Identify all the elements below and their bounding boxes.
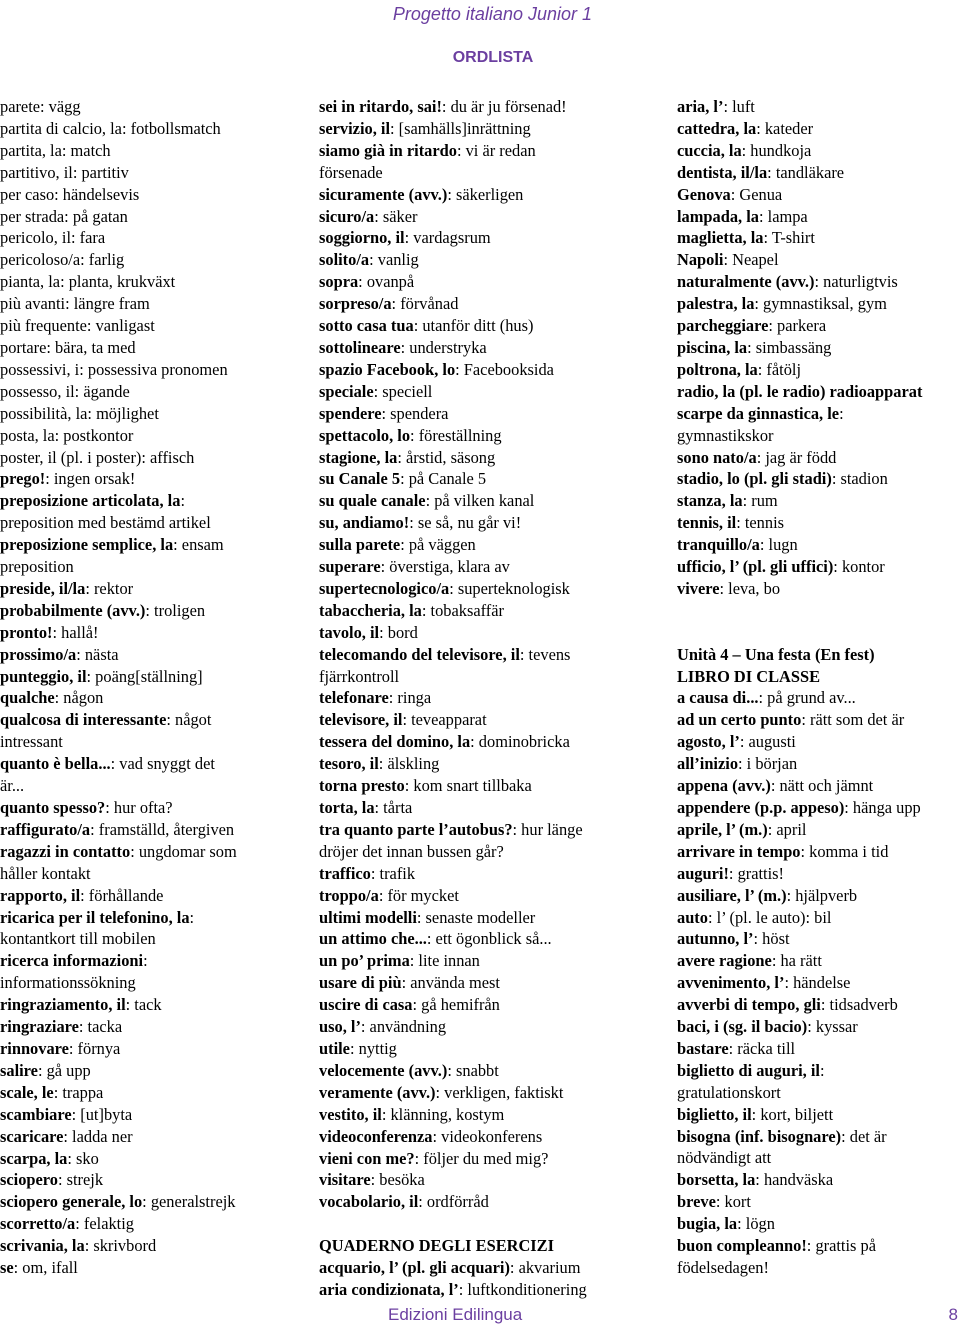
glossary-entry: bastare: räcka till bbox=[677, 1038, 796, 1058]
glossary-entry: avvenimento, l’: händelse bbox=[677, 973, 851, 993]
glossary-entry: quanto spesso?: hur ofta? bbox=[0, 798, 173, 817]
glossary-column-1 bbox=[0, 96, 290, 1279]
glossary-entry: bisogna (inf. bisognare): det är bbox=[677, 1126, 887, 1146]
glossary-entry: torna presto: kom snart tillbaka bbox=[319, 776, 532, 796]
glossary-entry: baci, i (sg. il bacio): kyssar bbox=[677, 1017, 858, 1037]
glossary-entry: speciale: speciell bbox=[319, 381, 433, 401]
glossary-entry: spendere: spendera bbox=[319, 403, 449, 423]
column-gap bbox=[677, 622, 960, 644]
glossary-entry: probabilmente (avv.): troligen bbox=[0, 600, 206, 620]
glossary-entry: tessera del domino, la: dominobricka bbox=[319, 732, 570, 752]
glossary-entry: sotto casa tua: utanför ditt (hus) bbox=[319, 316, 534, 336]
glossary-entry: borsetta, la: handväska bbox=[677, 1170, 834, 1190]
glossary-entry: visitare: besöka bbox=[319, 1170, 425, 1190]
glossary-entry: su quale canale: på vilken kanal bbox=[319, 491, 535, 511]
glossary-entry: ragazzi in contatto: ungdomar som bbox=[0, 841, 237, 861]
glossary-entry: preside, il/la: rektor bbox=[0, 578, 134, 598]
glossary-entry: se: om, ifall bbox=[0, 1258, 78, 1278]
glossary-entry: partitivo, il: partitiv bbox=[0, 162, 129, 182]
glossary-entry: a causa di...: på grund av... bbox=[677, 688, 856, 708]
glossary-entry: acquario, l’ (pl. gli acquari): akvarium bbox=[319, 1258, 581, 1278]
glossary-entry: buon compleanno!: grattis på bbox=[677, 1236, 876, 1256]
glossary-entry: preposizione articolata, la: bbox=[0, 491, 185, 511]
glossary-entry: sopra: ovanpå bbox=[319, 272, 415, 292]
glossary-entry: qualcosa di interessante: något bbox=[0, 710, 212, 730]
glossary-entry: radio, la (pl. le radio) radioapparat bbox=[677, 381, 923, 401]
glossary-entry: pianta, la: planta, krukväxt bbox=[0, 272, 176, 292]
glossary-entry: traffico: trafik bbox=[319, 863, 416, 883]
glossary-entry: cattedra, la: kateder bbox=[677, 118, 814, 138]
glossary-entry: vieni con me?: följer du med mig? bbox=[319, 1148, 549, 1168]
glossary-entry: ricarica per il telefonino, la: bbox=[0, 907, 195, 927]
glossary-entry: per caso: händelsevis bbox=[0, 184, 140, 204]
glossary-entry: vivere: leva, bo bbox=[677, 578, 781, 598]
glossary-entry: stagione, la: årstid, säsong bbox=[319, 447, 496, 467]
glossary-entry: pericolo, il: fara bbox=[0, 228, 106, 248]
glossary-entry: possessivi, i: possessiva pronomen bbox=[0, 359, 228, 379]
glossary-entry: Napoli: Neapel bbox=[677, 250, 779, 270]
glossary-entry: informationssökning bbox=[0, 973, 136, 993]
glossary-entry: gratulationskort bbox=[677, 1082, 781, 1102]
glossary-entry: autunno, l’: höst bbox=[677, 929, 790, 949]
glossary-entry: lampada, la: lampa bbox=[677, 206, 808, 226]
glossary-entry: stadio, lo (pl. gli stadi): stadion bbox=[677, 469, 888, 489]
glossary-entry: siamo già in ritardo: vi är redan bbox=[319, 140, 536, 160]
glossary-entry: pronto!: hallå! bbox=[0, 622, 99, 642]
glossary-entry: vocabolario, il: ordförråd bbox=[319, 1192, 489, 1212]
glossary-entry: håller kontakt bbox=[0, 863, 91, 883]
glossary-entry: försenade bbox=[319, 162, 383, 182]
glossary-entry: breve: kort bbox=[677, 1192, 751, 1212]
glossary-entry: arrivare in tempo: komma i tid bbox=[677, 841, 889, 861]
glossary-entry: ricerca informazioni: bbox=[0, 951, 148, 971]
section-title: ORDLISTA bbox=[452, 49, 534, 66]
glossary-entry: ad un certo punto: rätt som det är bbox=[677, 710, 905, 730]
glossary-entry: qualche: någon bbox=[0, 688, 104, 708]
glossary-entry: gymnastikskor bbox=[677, 425, 774, 445]
glossary-entry: punteggio, il: poäng[ställning] bbox=[0, 666, 203, 686]
glossary-column-2 bbox=[319, 96, 649, 1301]
glossary-entry: ringraziamento, il: tack bbox=[0, 995, 162, 1015]
glossary-entry: aprile, l’ (m.): april bbox=[677, 819, 807, 839]
section-heading: QUADERNO DEGLI ESERCIZI bbox=[319, 1236, 554, 1256]
glossary-entry: dentista, il/la: tandläkare bbox=[677, 162, 845, 182]
glossary-entry: un attimo che...: ett ögonblick så... bbox=[319, 929, 552, 949]
glossary-entry: prossimo/a: nästa bbox=[0, 644, 119, 664]
glossary-entry: superare: överstiga, klara av bbox=[319, 557, 510, 577]
glossary-entry: tabaccheria, la: tobaksaffär bbox=[319, 600, 504, 620]
glossary-entry: uscire di casa: gå hemifrån bbox=[319, 995, 500, 1015]
glossary-entry: scaricare: ladda ner bbox=[0, 1126, 133, 1146]
glossary-entry: biglietto di auguri, il: bbox=[677, 1060, 825, 1080]
glossary-entry: tranquillo/a: lugn bbox=[677, 535, 798, 555]
glossary-entry: sottolineare: understryka bbox=[319, 337, 487, 357]
book-title: Progetto italiano Junior 1 bbox=[392, 4, 592, 24]
glossary-entry: per strada: på gatan bbox=[0, 206, 128, 226]
glossary-entry: rapporto, il: förhållande bbox=[0, 885, 164, 905]
glossary-entry: su, andiamo!: se så, nu går vi! bbox=[319, 513, 522, 533]
glossary-entry: partita di calcio, la: fotbollsmatch bbox=[0, 118, 221, 138]
glossary-entry: preposizione semplice, la: ensam bbox=[0, 535, 224, 555]
glossary-entry: sei in ritardo, sai!: du är ju försenad! bbox=[319, 97, 567, 116]
glossary-entry: televisore, il: teveapparat bbox=[319, 710, 487, 730]
glossary-entry: scambiare: [ut]byta bbox=[0, 1104, 133, 1124]
glossary-entry: scorretto/a: felaktig bbox=[0, 1214, 134, 1234]
glossary-entry: poster, il (pl. i poster): affisch bbox=[0, 447, 195, 467]
glossary-entry: auto: l’ (pl. le auto): bil bbox=[677, 907, 832, 927]
glossary-entry: portare: bära, ta med bbox=[0, 337, 136, 357]
glossary-entry: ringraziare: tacka bbox=[0, 1017, 123, 1037]
glossary-entry: sulla parete: på väggen bbox=[319, 535, 476, 555]
glossary-entry: preposition med bestämd artikel bbox=[0, 513, 211, 533]
glossary-entry: tennis, il: tennis bbox=[677, 513, 785, 533]
glossary-entry: spettacolo, lo: föreställning bbox=[319, 425, 502, 445]
glossary-entry: tesoro, il: älskling bbox=[319, 754, 440, 774]
glossary-entry: partita, la: match bbox=[0, 140, 111, 160]
glossary-entry: är... bbox=[0, 776, 25, 796]
glossary-entry: raffigurato/a: framställd, återgiven bbox=[0, 819, 235, 839]
glossary-entry: sono nato/a: jag är född bbox=[677, 447, 837, 467]
glossary-entry: naturalmente (avv.): naturligtvis bbox=[677, 272, 898, 292]
column-gap bbox=[319, 1213, 649, 1235]
glossary-entry: ausiliare, l’ (m.): hjälpverb bbox=[677, 885, 858, 905]
glossary-entry: telefonare: ringa bbox=[319, 688, 432, 708]
glossary-entry: velocemente (avv.): snabbt bbox=[319, 1060, 499, 1080]
glossary-entry: agosto, l’: augusti bbox=[677, 732, 796, 752]
glossary-entry: tavolo, il: bord bbox=[319, 622, 418, 642]
glossary-entry: usare di più: använda mest bbox=[319, 973, 500, 993]
glossary-entry: piscina, la: simbassäng bbox=[677, 337, 832, 357]
glossary-entry: possesso, il: ägande bbox=[0, 381, 130, 401]
section-heading: Unità 4 – Una festa (En fest) bbox=[677, 644, 875, 664]
glossary-entry: stanza, la: rum bbox=[677, 491, 778, 511]
publisher-footer: Edizioni Edilingua bbox=[388, 1305, 523, 1324]
glossary-entry: födelsedagen! bbox=[677, 1258, 769, 1277]
glossary-entry: prego!: ingen orsak! bbox=[0, 469, 136, 489]
glossary-entry: videoconferenza: videokonferens bbox=[319, 1126, 543, 1146]
glossary-entry: ufficio, l’ (pl. gli uffici): kontor bbox=[677, 557, 885, 577]
glossary-entry: pericoloso/a: farlig bbox=[0, 250, 125, 270]
glossary-entry: più avanti: längre fram bbox=[0, 294, 150, 314]
glossary-entry: scrivania, la: skrivbord bbox=[0, 1236, 157, 1256]
glossary-entry: servizio, il: [samhälls]inrättning bbox=[319, 118, 531, 138]
glossary-entry: tra quanto parte l’autobus?: hur länge bbox=[319, 819, 583, 839]
glossary-entry: parete: vägg bbox=[0, 97, 81, 116]
glossary-entry: ultimi modelli: senaste modeller bbox=[319, 907, 536, 927]
glossary-entry: all’inizio: i början bbox=[677, 754, 798, 774]
glossary-entry: palestra, la: gymnastiksal, gym bbox=[677, 294, 887, 314]
glossary-entry: telecomando del televisore, il: tevens bbox=[319, 644, 571, 664]
glossary-entry: utile: nyttig bbox=[319, 1038, 397, 1058]
glossary-entry: vestito, il: klänning, kostym bbox=[319, 1104, 505, 1124]
glossary-entry: sciopero generale, lo: generalstrejk bbox=[0, 1192, 236, 1212]
glossary-entry: appena (avv.): nätt och jämnt bbox=[677, 776, 874, 796]
glossary-entry: intressant bbox=[0, 732, 63, 752]
glossary-entry: supertecnologico/a: superteknologisk bbox=[319, 578, 570, 598]
glossary-column-3 bbox=[677, 96, 960, 1279]
glossary-entry: uso, l’: användning bbox=[319, 1017, 447, 1037]
glossary-entry: kontantkort till mobilen bbox=[0, 929, 156, 949]
column-gap bbox=[677, 600, 960, 622]
glossary-entry: parcheggiare: parkera bbox=[677, 316, 827, 336]
glossary-entry: auguri!: grattis! bbox=[677, 863, 785, 883]
glossary-entry: veramente (avv.): verkligen, faktiskt bbox=[319, 1082, 564, 1102]
glossary-entry: avere ragione: ha rätt bbox=[677, 951, 822, 971]
glossary-entry: spazio Facebook, lo: Facebooksida bbox=[319, 359, 554, 379]
glossary-entry: avverbi di tempo, gli: tidsadverb bbox=[677, 995, 898, 1015]
glossary-entry: bugia, la: lögn bbox=[677, 1214, 775, 1234]
glossary-entry: posta, la: postkontor bbox=[0, 425, 134, 445]
page-number: 8 bbox=[948, 1305, 958, 1324]
glossary-entry: scarpa, la: sko bbox=[0, 1148, 99, 1168]
glossary-entry: fjärrkontroll bbox=[319, 666, 400, 686]
glossary-entry: aria, l’: luft bbox=[677, 97, 755, 116]
glossary-entry: dröjer det innan bussen går? bbox=[319, 841, 504, 861]
glossary-entry: rinnovare: förnya bbox=[0, 1038, 121, 1058]
glossary-entry: su Canale 5: på Canale 5 bbox=[319, 469, 487, 489]
glossary-entry: aria condizionata, l’: luftkonditionering bbox=[319, 1279, 587, 1299]
glossary-entry: sicuramente (avv.): säkerligen bbox=[319, 184, 524, 204]
section-heading: LIBRO DI CLASSE bbox=[677, 666, 821, 686]
glossary-entry: un po’ prima: lite innan bbox=[319, 951, 480, 971]
glossary-entry: più frequente: vanligast bbox=[0, 316, 155, 336]
glossary-entry: nödvändigt att bbox=[677, 1148, 772, 1168]
glossary-entry: preposition bbox=[0, 557, 74, 577]
glossary-entry: troppo/a: för mycket bbox=[319, 885, 459, 905]
glossary-entry: soggiorno, il: vardagsrum bbox=[319, 228, 491, 248]
glossary-entry: solito/a: vanlig bbox=[319, 250, 419, 270]
glossary-entry: scale, le: trappa bbox=[0, 1082, 104, 1102]
glossary-entry: torta, la: tårta bbox=[319, 798, 413, 817]
glossary-entry: maglietta, la: T-shirt bbox=[677, 228, 815, 248]
glossary-entry: cuccia, la: hundkoja bbox=[677, 140, 812, 160]
glossary-entry: possibilità, la: möjlighet bbox=[0, 403, 159, 423]
glossary-entry: quanto è bella...: vad snyggt det bbox=[0, 754, 215, 774]
glossary-entry: sicuro/a: säker bbox=[319, 206, 418, 226]
glossary-entry: Genova: Genua bbox=[677, 184, 783, 204]
glossary-entry: scarpe da ginnastica, le: bbox=[677, 403, 844, 423]
glossary-entry: biglietto, il: kort, biljett bbox=[677, 1104, 834, 1124]
glossary-entry: sciopero: strejk bbox=[0, 1170, 104, 1190]
glossary-entry: salire: gå upp bbox=[0, 1060, 91, 1080]
glossary-entry: appendere (p.p. appeso): hänga upp bbox=[677, 797, 921, 817]
glossary-entry: poltrona, la: fåtölj bbox=[677, 359, 802, 379]
glossary-entry: sorpreso/a: förvånad bbox=[319, 294, 459, 314]
